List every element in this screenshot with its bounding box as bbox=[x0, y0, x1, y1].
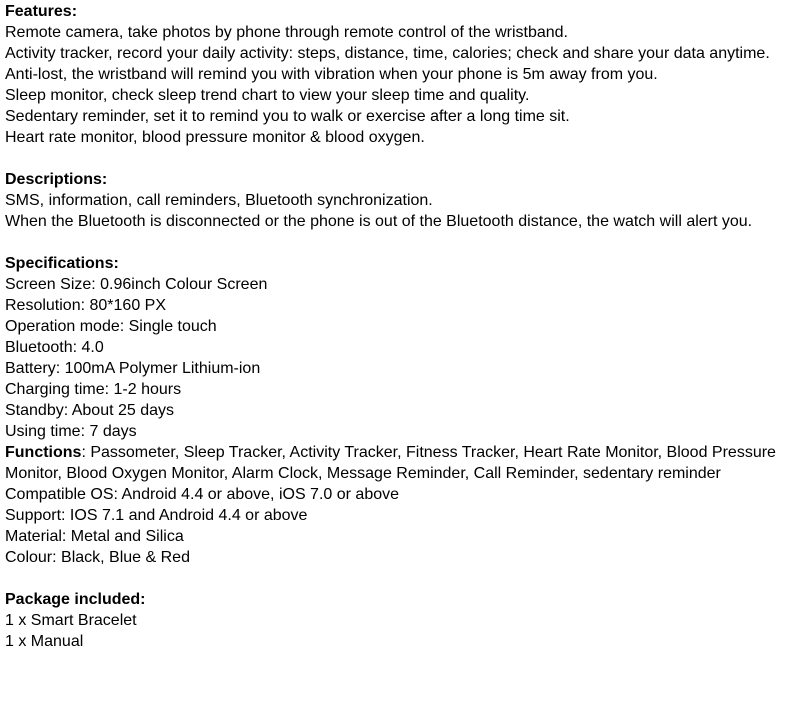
section-spacer bbox=[5, 148, 796, 169]
spec-item: Using time: 7 days bbox=[5, 423, 137, 440]
descriptions-heading: Descriptions: bbox=[5, 171, 108, 188]
specifications-section bbox=[5, 253, 796, 568]
feature-item: Activity tracker, record your daily activity: steps, distance, time, calories; check and share your data anytime. bbox=[5, 45, 770, 62]
description-item: SMS, information, call reminders, Bluetooth synchronization. bbox=[5, 192, 433, 209]
spec-item: Compatible OS: Android 4.4 or above, iOS 7.0 or above bbox=[5, 486, 400, 503]
descriptions-section bbox=[5, 169, 796, 232]
functions-item bbox=[5, 442, 796, 484]
package-item: 1 x Manual bbox=[5, 633, 84, 650]
package-section bbox=[5, 589, 796, 652]
feature-item: Sedentary reminder, set it to remind you to walk or exercise after a long time sit. bbox=[5, 108, 570, 125]
spec-item: Colour: Black, Blue & Red bbox=[5, 549, 190, 566]
spec-item: Battery: 100mA Polymer Lithium-ion bbox=[5, 360, 261, 377]
feature-item: Anti-lost, the wristband will remind you with vibration when your phone is 5m away from you. bbox=[5, 66, 658, 83]
spec-item: Resolution: 80*160 PX bbox=[5, 297, 166, 314]
description-item: When the Bluetooth is disconnected or the phone is out of the Bluetooth distance, the watch will alert you. bbox=[5, 213, 753, 230]
feature-item: Remote camera, take photos by phone through remote control of the wristband. bbox=[5, 24, 568, 41]
specifications-heading: Specifications: bbox=[5, 255, 119, 272]
section-spacer bbox=[5, 568, 796, 589]
spec-item: Support: IOS 7.1 and Android 4.4 or above bbox=[5, 507, 308, 524]
spec-item: Charging time: 1-2 hours bbox=[5, 381, 182, 398]
functions-text: : Passometer, Sleep Tracker, Activity Tracker, Fitness Tracker, Heart Rate Monitor, Blood Pressure Monitor, Blood Oxygen Monitor, Alarm Clock, Message Reminder, Call Reminder, sedentary reminder bbox=[5, 444, 776, 482]
spec-item: Bluetooth: 4.0 bbox=[5, 339, 104, 356]
feature-item: Sleep monitor, check sleep trend chart to view your sleep time and quality. bbox=[5, 87, 530, 104]
spec-item: Material: Metal and Silica bbox=[5, 528, 184, 545]
feature-item: Heart rate monitor, blood pressure monitor & blood oxygen. bbox=[5, 129, 425, 146]
package-item: 1 x Smart Bracelet bbox=[5, 612, 137, 629]
features-section bbox=[5, 1, 796, 148]
section-spacer bbox=[5, 232, 796, 253]
spec-item: Screen Size: 0.96inch Colour Screen bbox=[5, 276, 268, 293]
package-heading: Package included: bbox=[5, 591, 146, 608]
functions-label: Functions bbox=[5, 444, 82, 461]
features-heading: Features: bbox=[5, 3, 78, 20]
spec-item: Standby: About 25 days bbox=[5, 402, 175, 419]
spec-item: Operation mode: Single touch bbox=[5, 318, 217, 335]
